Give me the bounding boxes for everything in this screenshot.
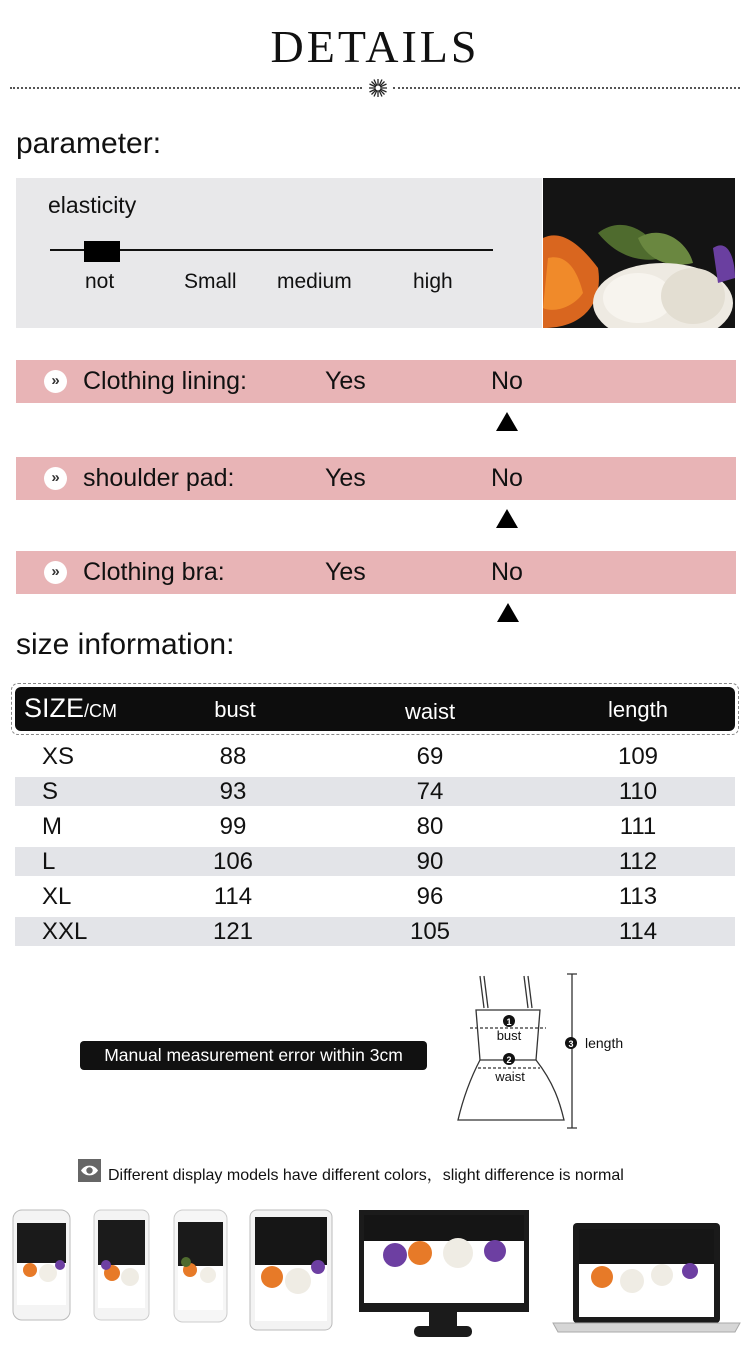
length-column-header: length: [608, 697, 668, 722]
dotted-divider-left: [10, 87, 362, 89]
star-ornament-icon: [368, 78, 388, 98]
length-diagram-label: length: [585, 1035, 624, 1051]
size-column-header: SIZE/CM: [24, 693, 118, 723]
size-table-header: [15, 687, 735, 731]
fabric-close-up-image: [543, 178, 735, 328]
table-row: [15, 777, 735, 806]
length-cell: 112: [618, 848, 658, 875]
table-row: [15, 812, 735, 841]
feature-no: No: [491, 464, 523, 492]
table-row: [15, 742, 735, 771]
feature-yes: Yes: [325, 558, 366, 586]
feature-row-clothing-bra: [16, 551, 736, 594]
elasticity-level-small: Small: [184, 270, 237, 293]
feature-row-clothing-lining: [16, 360, 736, 403]
bust-marker-number: 1: [506, 1017, 512, 1027]
feature-no: No: [491, 367, 523, 395]
feature-row-shoulder-pad: [16, 457, 736, 500]
feature-yes: Yes: [325, 367, 366, 395]
waist-diagram-label: waist: [495, 1069, 525, 1084]
feature-no: No: [491, 558, 523, 586]
size-cell: XL: [42, 883, 72, 910]
length-cell: 109: [617, 743, 659, 770]
table-row: [15, 882, 735, 911]
double-chevron-right-icon: »: [44, 370, 67, 393]
measurement-error-badge: Manual measurement error within 3cm: [80, 1041, 427, 1070]
waist-cell: 69: [416, 743, 444, 770]
elasticity-level-high: high: [413, 270, 453, 293]
feature-label: Clothing bra:: [83, 558, 225, 586]
phone-device-icon: [94, 1210, 149, 1320]
waist-cell: 80: [416, 813, 444, 840]
dotted-divider-right: [393, 87, 740, 89]
monitor-device-icon: [359, 1210, 529, 1337]
elasticity-level-medium: medium: [277, 270, 352, 293]
bust-cell: 106: [212, 848, 254, 875]
feature-label: Clothing lining:: [83, 367, 247, 395]
phone-device-icon: [13, 1210, 70, 1320]
laptop-device-icon: [553, 1223, 740, 1332]
device-preview-illustration: [0, 1195, 750, 1355]
elasticity-label: elasticity: [48, 192, 137, 218]
display-color-note: Different display models have different colors，slight difference is normal: [108, 1167, 624, 1184]
bust-cell: 114: [213, 883, 253, 910]
length-cell: 111: [619, 813, 657, 840]
length-cell: 114: [618, 918, 658, 945]
feature-label: shoulder pad:: [83, 464, 235, 492]
double-chevron-right-icon: »: [44, 467, 67, 490]
waist-cell: 90: [416, 848, 444, 875]
double-chevron-right-icon: »: [44, 561, 67, 584]
size-cell: L: [42, 848, 56, 875]
bust-cell: 99: [219, 813, 247, 840]
waist-cell: 105: [409, 918, 451, 945]
waist-marker-number: 2: [506, 1055, 512, 1065]
size-cell: XS: [42, 743, 75, 770]
bust-cell: 93: [219, 778, 247, 805]
bust-cell: 88: [219, 743, 247, 770]
feature-yes: Yes: [325, 464, 366, 492]
selected-marker-icon: [497, 603, 519, 622]
eye-icon: [78, 1159, 101, 1182]
size-information-heading: size information:: [16, 628, 235, 661]
bust-column-header: bust: [214, 697, 256, 722]
waist-column-header: waist: [404, 699, 456, 724]
length-cell: 113: [618, 883, 658, 910]
bust-diagram-label: bust: [496, 1028, 522, 1043]
length-cell: 110: [618, 778, 658, 805]
selected-marker-icon: [496, 412, 518, 431]
length-marker-number: 3: [568, 1039, 574, 1049]
bust-cell: 121: [212, 918, 254, 945]
tablet-device-icon: [250, 1210, 332, 1330]
table-row: [15, 917, 735, 946]
waist-cell: 74: [416, 778, 444, 805]
details-title: DETAILS: [270, 21, 480, 72]
elasticity-panel: [16, 178, 542, 328]
size-cell: XXL: [42, 918, 88, 945]
elasticity-level-not: not: [85, 270, 115, 293]
phone-device-icon: [174, 1210, 227, 1322]
dress-measurement-diagram: [448, 968, 648, 1133]
size-cell: S: [42, 778, 59, 805]
selected-marker-icon: [496, 509, 518, 528]
parameter-heading: parameter:: [16, 127, 162, 160]
waist-cell: 96: [416, 883, 444, 910]
elasticity-indicator: [84, 241, 120, 262]
table-row: [15, 847, 735, 876]
size-cell: M: [42, 813, 62, 840]
